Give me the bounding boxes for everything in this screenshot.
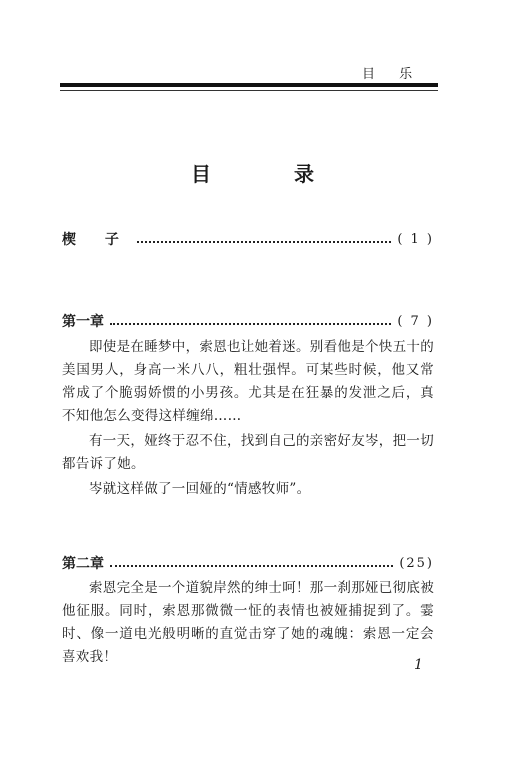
page-number: 1 (414, 657, 423, 673)
toc-entry-label: 第一章 (62, 314, 104, 330)
chapter-1-summary-paragraph: 即使是在睡梦中，索恩也让她着迷。别看他是个快五十的美国男人，身高一米八八，粗壮强悍。可某些时候，他又常常成了个脆弱娇惯的小男孩。尤其是在狂暴的发泄之后，真不知他怎么变得这样缠绵…… (62, 339, 434, 424)
chapter-1-summary-paragraph: 岑就这样做了一回娅的“情感牧师”。 (89, 481, 311, 497)
running-head: 目 乐 (362, 67, 423, 82)
toc-entry-page: (25) (399, 555, 434, 571)
page-title: 目 录 (191, 162, 352, 186)
chapter-2-summary-paragraph: 索恩完全是一个道貌岸然的绅士呵！那一刹那娅已彻底被他征服。同时，索恩那微微一怔的表情也被娅捕捉到了。霎时、像一道电光般明晰的直觉击穿了她的魂魄：索恩一定会喜欢我！ (62, 580, 434, 665)
header-rule-thick (60, 83, 438, 87)
toc-entry-label: 楔 子 (62, 232, 131, 248)
toc-entry-label: 第二章 (62, 556, 104, 572)
dot-leader (110, 321, 391, 325)
toc-entry-prologue (62, 229, 434, 249)
toc-entry-chapter-1 (62, 311, 434, 331)
chapter-1-summary-paragraph: 有一天，娅终于忍不住，找到自己的亲密好友岑，把一切都告诉了她。 (62, 433, 434, 472)
toc-entry-chapter-2 (62, 553, 434, 573)
toc-entry-page: ( 1 ) (397, 231, 434, 247)
header-rule-thin (60, 90, 438, 91)
dot-leader (137, 239, 391, 243)
toc-entry-page: ( 7 ) (397, 313, 434, 329)
dot-leader (110, 563, 393, 567)
